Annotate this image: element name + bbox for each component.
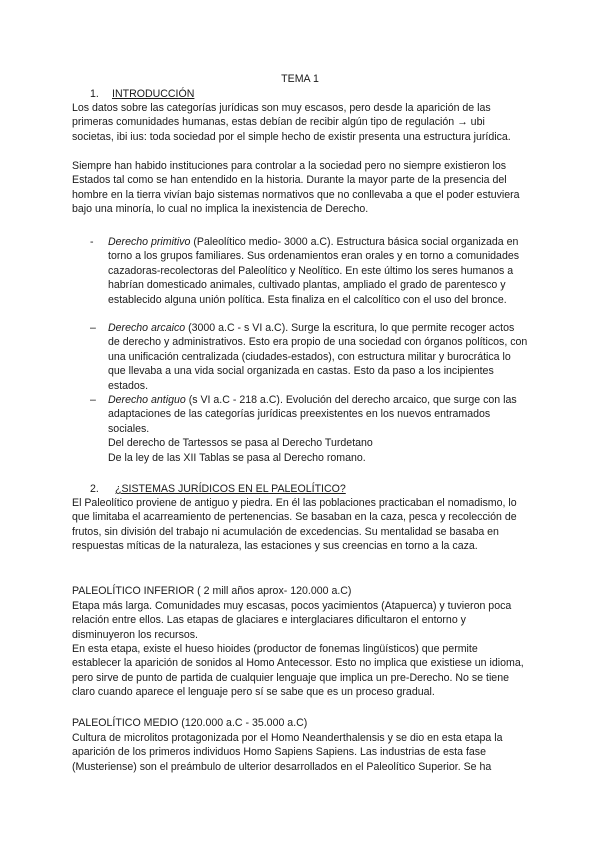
- section-2-title: ¿SISTEMAS JURÍDICOS EN EL PALEOLÍTICO?: [115, 483, 346, 495]
- list-dash: –: [90, 394, 96, 406]
- intro-paragraph-1: Los datos sobre las categorías jurídicas son muy escasos, pero desde la aparición de las primeras comunidades humanas, estas debían de recibir algún tipo de regulación → ubi societas, ibi ius: toda sociedad por el simple hecho de existir presenta una estructura jurídica.: [72, 102, 511, 143]
- list-item-body: [108, 321, 528, 393]
- paleolitico-inferior-paragraph-2: En esta etapa, existe el hueso hioides (productor de fonemas lingüísticos) que permite establecer la aparición de sonidos al Homo Antecessor. Esto no implica que existiese un idioma, pero sirve de punto de partida de cualquier lenguaje que implica un pre-Derecho. No se tiene claro cuando aparece el lenguaje pero sí se sabe que es un proceso gradual.: [72, 643, 524, 699]
- tartessos-line: Del derecho de Tartessos se pasa al Derecho Turdetano: [108, 437, 373, 449]
- section-1-number: 1.: [90, 88, 99, 100]
- paleolitico-medio-paragraph: Cultura de microlitos protagonizada por el Homo Neanderthalensis y se dio en esta etapa la aparición de los primeros individuos Homo Sapiens Sapiens. Las industrias de esta fase (Musteriense) son el preámbulo de ulterior desarrollados en el Paleolítico Superior. Se ha: [72, 732, 503, 773]
- paleolitico-inferior-paragraph-1: Etapa más larga. Comunidades muy escasas, pocos yacimientos (Atapuerca) y tuvieron poca relación entre ellos. Las etapas de glaciares e interglaciares dificultaron el entorno y disminuyeron los recursos.: [72, 600, 512, 641]
- list-item-term: Derecho arcaico: [108, 322, 186, 334]
- list-item-text: (Paleolítico medio- 3000 a.C). Estructura básica social organizada en torno a los grupos familiares. Sus ordenamientos eran orales y en torno a comunidades cazadoras-recolectoras del Paleolítico y Neolítico. En este último los seres humanos a habrían domesticado animales, cultivado plantas, ampliado el grado de parentesco y establecido alguna unión política. Esta finaliza en el calcolítico con el uso del bronce.: [108, 236, 520, 306]
- list-item-body: [108, 235, 528, 307]
- list-dash: –: [90, 322, 96, 334]
- intro-paragraph-2: Siempre han habido instituciones para controlar a la sociedad pero no siempre existieron los Estados tal como se han entendido en la historia. Durante la mayor parte de la presencia del hombre en la tierra vivían bajo sistemas normativos que no conllevaba a que el poder estuviera bajo una minoría, lo cual no implica la inexistencia de Derecho.: [72, 160, 520, 216]
- list-item-body: [108, 393, 528, 436]
- list-item-term: Derecho primitivo: [108, 236, 191, 248]
- section-1-title: INTRODUCCIÓN: [112, 88, 195, 100]
- list-item-term: Derecho antiguo: [108, 394, 186, 406]
- paleolitico-inferior-heading: PALEOLÍTICO INFERIOR ( 2 mill años aprox- 120.000 a.C): [72, 585, 352, 597]
- section-2-number: 2.: [90, 483, 99, 495]
- list-item-text: (3000 a.C - s VI a.C). Surge la escritura, lo que permite recoger actos de derecho y administrativos. Esto era propio de una sociedad con órganos políticos, con una unificación centralizada (ciudades-estados), con estructura militar y burocrática lo que llevaba a una vida social organizada en castas. Esto da paso a los incipientes estados.: [108, 322, 528, 392]
- paleolitico-paragraph: El Paleolítico proviene de antiguo y piedra. En él las poblaciones practicaban el nomadismo, lo que limitaba el acarreamiento de pertenencias. Se basaban en la caza, pesca y recolección de frutos, sin división del trabajo ni acumulación de excedencias. Su mentalidad se basaba en respuestas míticas de la naturaleza, las estaciones y sus creencias en torno a la caza.: [72, 497, 517, 553]
- document-title: TEMA 1: [281, 73, 319, 85]
- xii-tablas-line: De la ley de las XII Tablas se pasa al Derecho romano.: [108, 452, 366, 464]
- paleolitico-medio-heading: PALEOLÍTICO MEDIO (120.000 a.C - 35.000 a.C): [72, 717, 308, 729]
- list-item-text: (s VI a.C - 218 a.C). Evolución del derecho arcaico, que surge con las adaptaciones de las categorías jurídicas preexistentes en los nuevos entramados sociales.: [108, 394, 517, 435]
- list-dash: -: [90, 236, 94, 248]
